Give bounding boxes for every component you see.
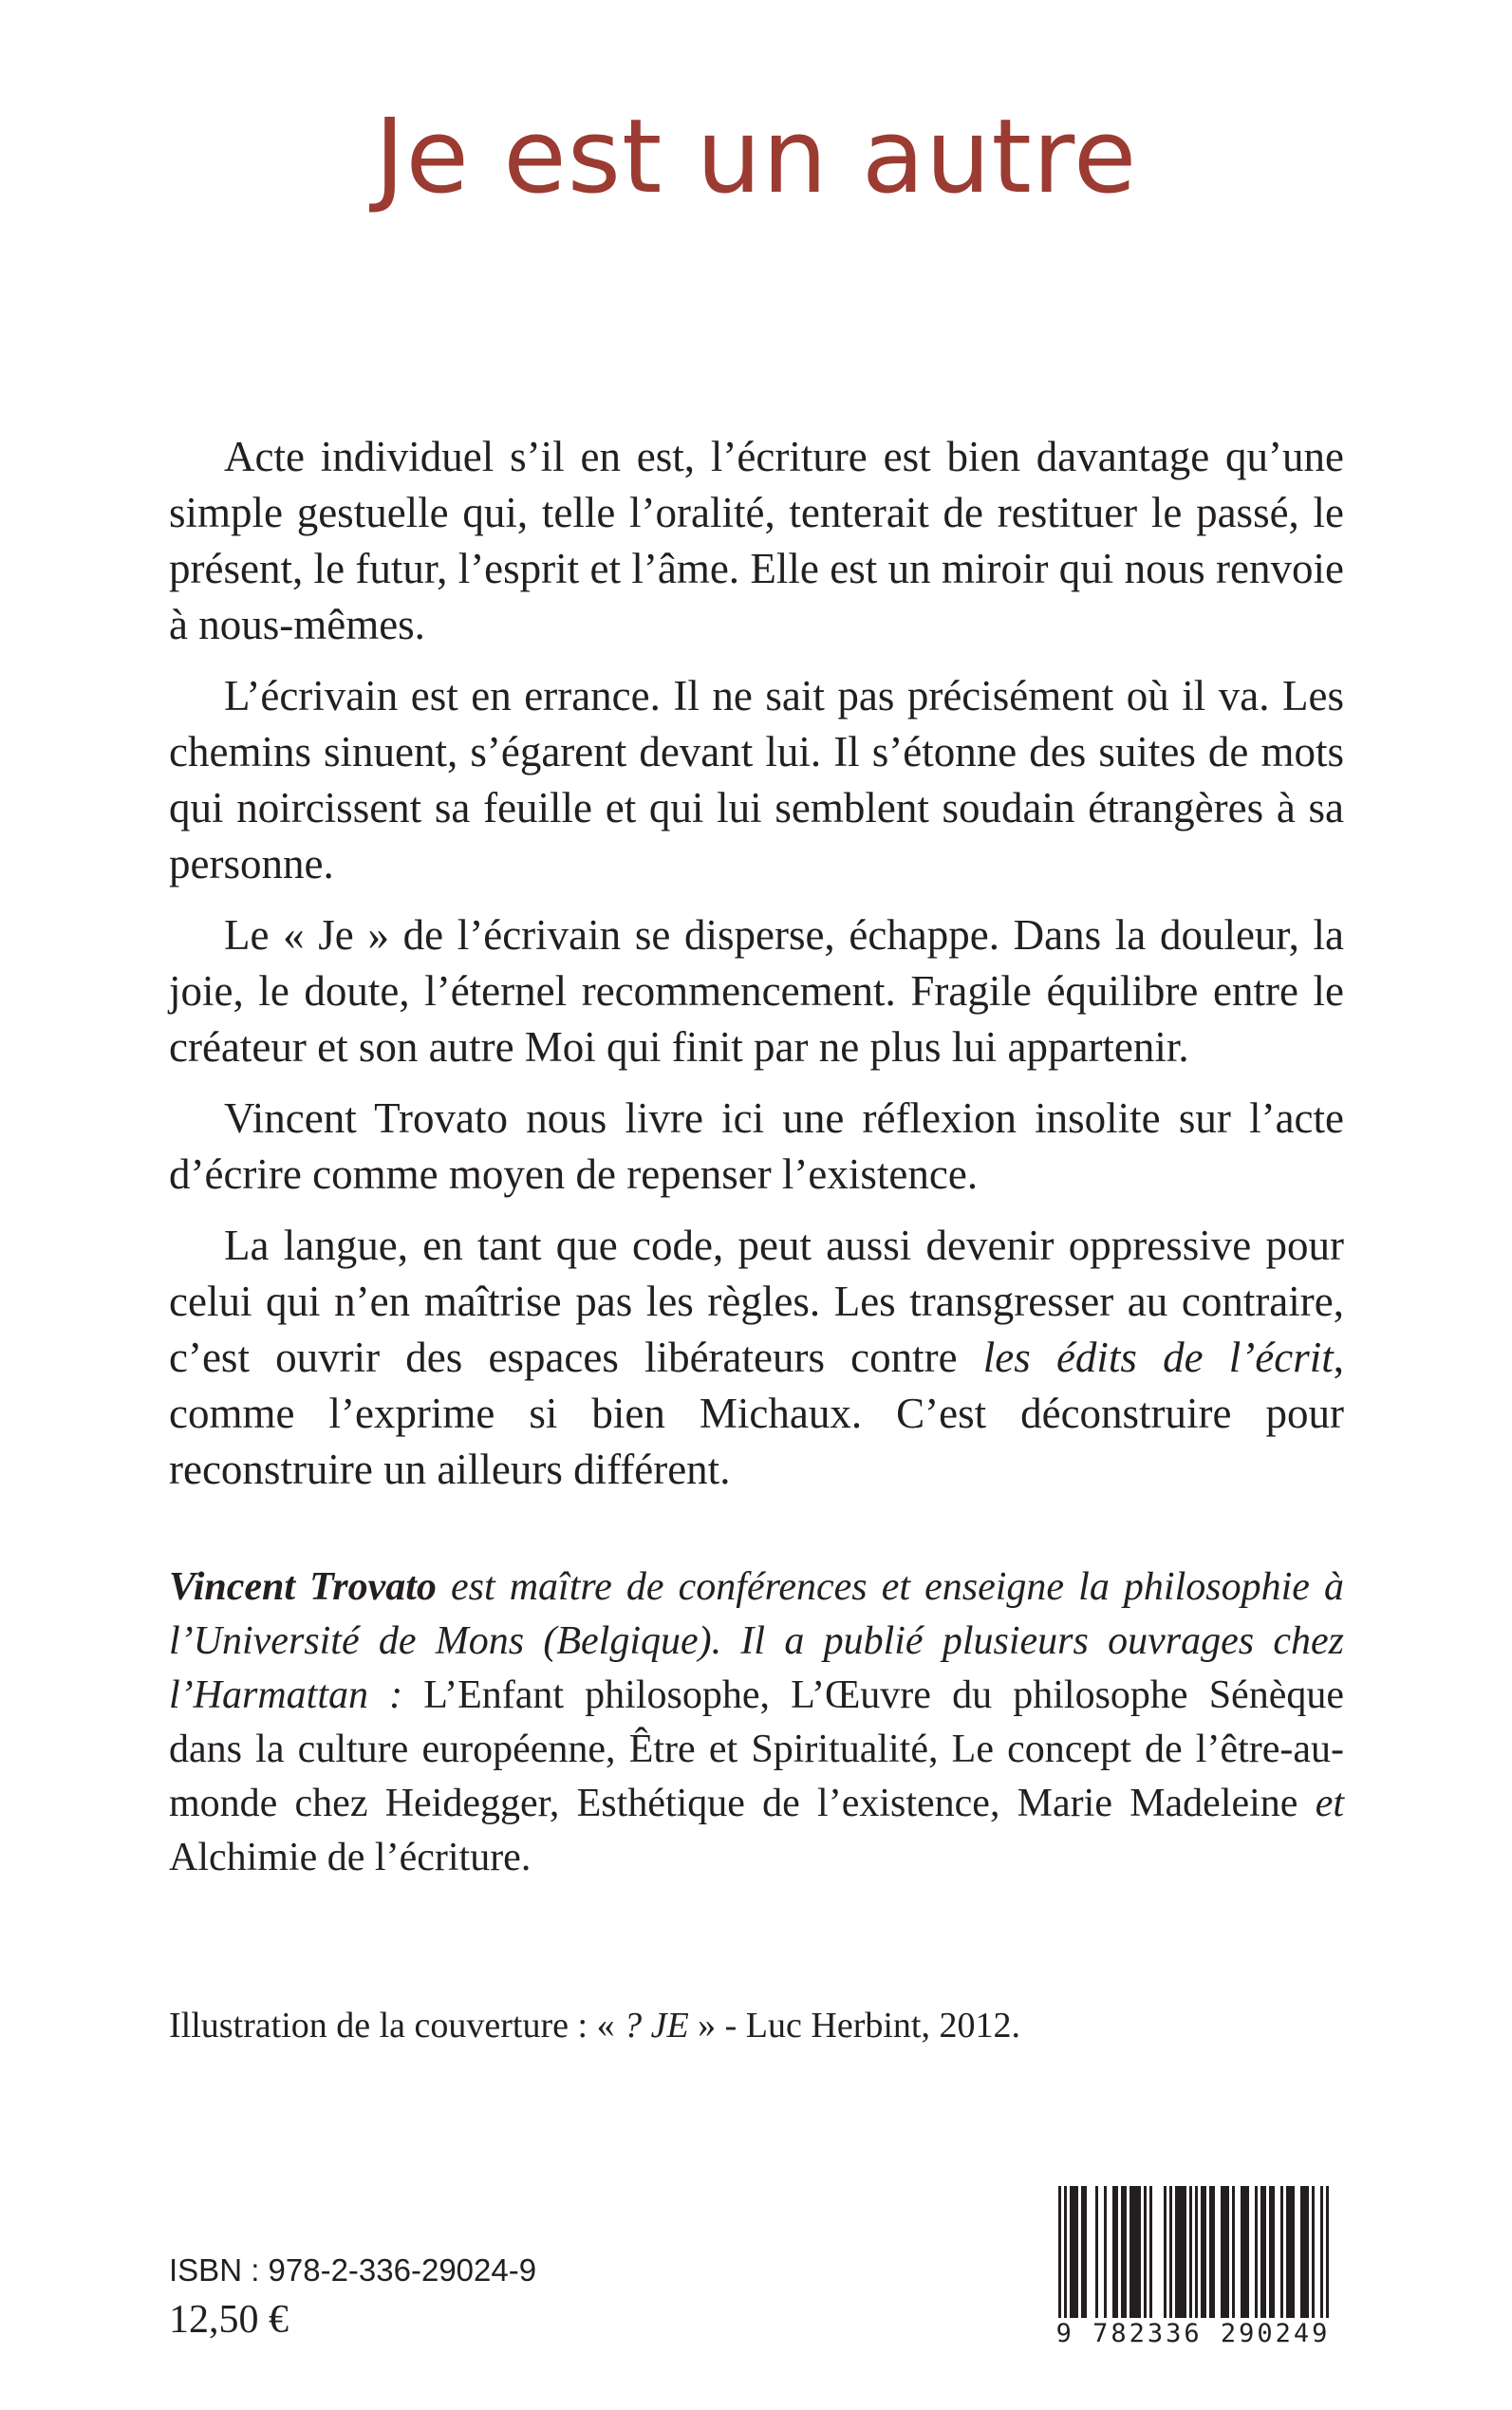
barcode-bar <box>1272 2186 1275 2319</box>
barcode-bar <box>1178 2186 1181 2319</box>
author-bio <box>169 1560 1344 1885</box>
barcode-bar <box>1306 2186 1309 2319</box>
barcode-bar <box>1300 2186 1303 2319</box>
barcode-bar <box>1243 2186 1246 2319</box>
barcode-bar <box>1181 2186 1184 2319</box>
barcode-bar <box>1121 2186 1124 2319</box>
author-name: Vincent Trovato <box>169 1565 437 1609</box>
barcode-bar <box>1260 2186 1263 2319</box>
blurb-paragraph: Le « Je » de l’écrivain se disperse, échappe. Dans la douleur, la joie, le doute, l’éternel recommencement. Fragile équilibre entre le créateur et son autre Moi qui finit par ne plus lui appartenir. <box>169 911 1344 1071</box>
book-blurb <box>169 429 1344 1513</box>
barcode-bar <box>1269 2186 1272 2319</box>
barcode-bar <box>1095 2186 1098 2319</box>
barcode-bar <box>1169 2186 1172 2319</box>
barcode-bar <box>1255 2186 1258 2319</box>
illustration-prefix: Illustration de la couverture : « <box>169 2006 625 2046</box>
barcode-bar <box>1232 2186 1235 2319</box>
barcode-bar <box>1115 2186 1118 2319</box>
illustration-credit <box>169 2003 1020 2048</box>
barcode-bar <box>1289 2186 1292 2319</box>
barcode-bar <box>1221 2186 1223 2319</box>
blurb-text: La langue, en tant que code, peut aussi devenir oppressive pour celui qui n’en maîtrise pas les règles. Les transgresser au contraire, c’est ouvrir des espaces libérateurs contre <box>169 1222 1344 1381</box>
barcode-bar <box>1204 2186 1206 2319</box>
barcode-bar <box>1124 2186 1127 2319</box>
barcode-bar <box>1312 2186 1315 2319</box>
blurb-italic-quote: les édits de l’écrit <box>982 1334 1334 1381</box>
bio-last-book: Alchimie de l’écriture. <box>169 1836 532 1879</box>
barcode-bar <box>1303 2186 1306 2319</box>
blurb-text: , comme l’exprime si bien Michaux. C’est déconstruire pour reconstruire un ailleurs différent. <box>169 1334 1344 1493</box>
price: 12,50 € <box>169 2298 289 2342</box>
barcode-bar <box>1112 2186 1115 2319</box>
barcode-bar <box>1209 2186 1212 2319</box>
bio-intro: est maître de conférences et enseigne la philosophie à l’Université de Mons (Belgique). Il a publié plusieurs ouvrages chez l’Harmattan : <box>169 1565 1345 1717</box>
barcode-bar <box>1201 2186 1204 2319</box>
barcode-bar <box>1075 2186 1078 2319</box>
barcode-bar <box>1175 2186 1178 2319</box>
barcode-bar <box>1073 2186 1075 2319</box>
barcode-bar <box>1280 2186 1283 2319</box>
book-title: Je est un autre <box>374 98 1138 216</box>
barcode-bar <box>1226 2186 1229 2319</box>
barcode-bar <box>1081 2186 1084 2319</box>
barcode-bar <box>1223 2186 1226 2319</box>
barcode-bar <box>1070 2186 1073 2319</box>
barcode-bar <box>1164 2186 1167 2319</box>
blurb-paragraph: Vincent Trovato nous livre ici une réflexion insolite sur l’acte d’écrire comme moyen de repenser l’existence. <box>169 1094 1344 1198</box>
barcode-bar <box>1138 2186 1141 2319</box>
barcode-bar <box>1149 2186 1152 2319</box>
bio-books: L’Enfant philosophe, L’Œuvre du philosophe Sénèque dans la culture européenne, Être et Spiritualité, Le concept de l’être-au-monde chez Heidegger, Esthétique de l’existence, Marie Madeleine <box>169 1673 1344 1825</box>
illustration-suffix: » - Luc Herbint, 2012. <box>688 2006 1020 2046</box>
barcode-bar <box>1184 2186 1186 2319</box>
barcode-bar <box>1132 2186 1135 2319</box>
blurb-paragraph: Acte individuel s’il en est, l’écriture est bien davantage qu’une simple gestuelle qui, telle l’oralité, tenterait de restituer le passé, le présent, le futur, l’esprit et l’âme. Elle est un miroir qui nous renvoie à nous-mêmes. <box>169 433 1344 648</box>
barcode-bar <box>1241 2186 1243 2319</box>
isbn: ISBN : 978-2-336-29024-9 <box>169 2252 537 2288</box>
barcode-bar <box>1104 2186 1107 2319</box>
blurb-paragraph <box>169 1218 1344 1498</box>
barcode-bar <box>1144 2186 1147 2319</box>
barcode-digits: 9 782336 290249 <box>1037 2318 1349 2350</box>
barcode-bar <box>1212 2186 1215 2319</box>
barcode-bar <box>1263 2186 1266 2319</box>
blurb-paragraph: L’écrivain est en errance. Il ne sait pas précisément où il va. Les chemins sinuent, s’égarent devant lui. Il s’étonne des suites de mots qui noircissent sa feuille et qui lui semblent soudain étrangères à sa personne. <box>169 672 1344 887</box>
barcode-bar <box>1286 2186 1289 2319</box>
bio-conjunction: et <box>1315 1782 1344 1825</box>
barcode-bar <box>1292 2186 1295 2319</box>
illustration-work: ? JE <box>624 2006 689 2046</box>
barcode-bar <box>1135 2186 1138 2319</box>
barcode-bar <box>1246 2186 1249 2319</box>
bio-paragraph <box>169 1560 1344 1885</box>
barcode-bar <box>1129 2186 1132 2319</box>
barcode-bar <box>1084 2186 1087 2319</box>
